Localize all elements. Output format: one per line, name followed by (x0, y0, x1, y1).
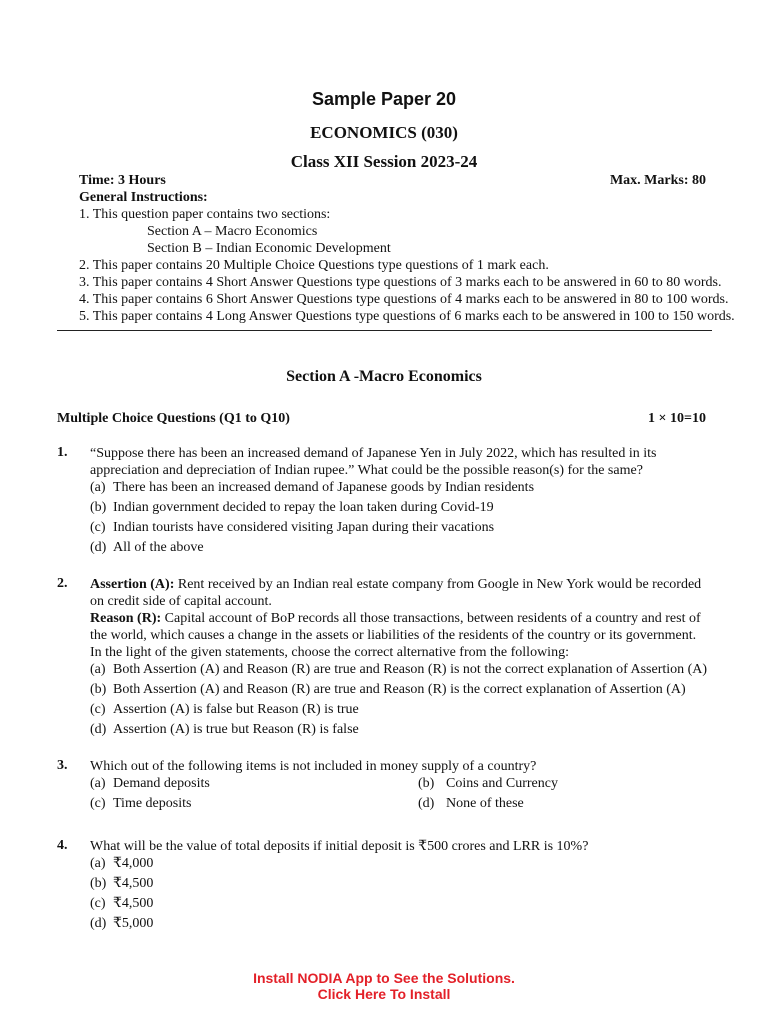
option-label: (c) (90, 702, 106, 717)
option (90, 519, 494, 536)
option (90, 499, 494, 516)
option (90, 539, 204, 556)
assertion-text (90, 576, 712, 610)
option-text: ₹5,000 (113, 916, 154, 931)
option-label: (b) (90, 876, 107, 891)
option-text: Indian government decided to repay the loan taken during Covid-19 (113, 500, 494, 515)
instruction-item: 1. This question paper contains two sections: (79, 207, 331, 222)
option-text: Coins and Currency (446, 776, 558, 791)
option-label: (a) (90, 856, 106, 871)
option-text: Indian tourists have considered visiting Japan during their vacations (113, 520, 495, 535)
option-text: ₹4,000 (113, 856, 154, 871)
option-text: Both Assertion (A) and Reason (R) are true and Reason (R) is the correct explanation of Assertion (A) (113, 682, 686, 697)
option-label: (b) (418, 776, 435, 791)
option (90, 479, 534, 496)
option-text: None of these (446, 796, 524, 811)
option-text: All of the above (113, 540, 204, 555)
instruction-item: Section B – Indian Economic Development (147, 241, 391, 256)
option-text: Demand deposits (113, 776, 210, 791)
section-title: Section A -Macro Economics (286, 368, 482, 385)
option (90, 795, 191, 812)
question-instruction: In the light of the given statements, choose the correct alternative from the following: (90, 645, 569, 660)
option-label: (d) (90, 916, 107, 931)
subject-heading: ECONOMICS (030) (310, 123, 458, 142)
option-label: (a) (90, 776, 106, 791)
max-marks: Max. Marks: 80 (609, 173, 706, 188)
option (90, 681, 686, 698)
option-text: Both Assertion (A) and Reason (R) are true and Reason (R) is not the correct explanation of Assertion (A) (113, 662, 708, 677)
install-app-link[interactable]: Install NODIA App to See the Solutions. (253, 970, 515, 986)
question-text: “Suppose there has been an increased demand of Japanese Yen in July 2022, which has resulted in its appreciation and depreciation of Indian rupee.” What could be the possible reason(s) for the same? (90, 446, 657, 478)
option (90, 775, 210, 792)
option (90, 721, 359, 738)
option-label: (d) (90, 540, 107, 555)
reason-body: Capital account of BoP records all those transactions, between residents of a country and rest of the world, which causes a change in the assets or liabilities of the residents of the country or its government. (90, 611, 701, 643)
option (90, 701, 359, 718)
install-promo (0, 970, 768, 1002)
option-label: (c) (90, 796, 106, 811)
mcq-heading: Multiple Choice Questions (Q1 to Q10) (57, 411, 290, 426)
instruction-item: 4. This paper contains 6 Short Answer Questions type questions of 4 marks each to be answered in 80 to 100 words. (79, 292, 729, 307)
question-text: Which out of the following items is not included in money supply of a country? (90, 759, 537, 774)
instruction-item: 2. This paper contains 20 Multiple Choice Questions type questions of 1 mark each. (79, 258, 549, 273)
reason-text (90, 610, 712, 644)
section-divider (57, 330, 712, 331)
click-here-install-link[interactable]: Click Here To Install (317, 986, 451, 1002)
class-session-heading: Class XII Session 2023-24 (290, 152, 478, 171)
option-label: (c) (90, 896, 106, 911)
assertion-label: Assertion (A): (90, 577, 175, 592)
question-number: 4. (57, 838, 68, 853)
question-text: What will be the value of total deposits if initial deposit is ₹500 crores and LRR is 10%? (90, 839, 589, 854)
option-label: (b) (90, 500, 107, 515)
reason-label: Reason (R): (90, 611, 162, 626)
option-label: (c) (90, 520, 106, 535)
assertion-body: Rent received by an Indian real estate company from Google in New York would be recorded on credit side of capital account. (90, 577, 702, 609)
option-label: (d) (418, 796, 435, 811)
question-number: 1. (57, 445, 68, 460)
option-label: (d) (90, 722, 107, 737)
instructions-heading: General Instructions: (79, 190, 208, 205)
option-text: There has been an increased demand of Japanese goods by Indian residents (113, 480, 535, 495)
question-number: 3. (57, 758, 68, 773)
option-label: (b) (90, 682, 107, 697)
instruction-item: 3. This paper contains 4 Short Answer Questions type questions of 3 marks each to be answered in 60 to 80 words. (79, 275, 722, 290)
option-text: ₹4,500 (113, 896, 154, 911)
option-text: Time deposits (113, 796, 192, 811)
option-label: (a) (90, 480, 106, 495)
option (90, 895, 153, 912)
option (90, 875, 153, 892)
option (418, 775, 558, 792)
option (418, 795, 524, 812)
option (90, 915, 153, 932)
mcq-marks: 1 × 10=10 (648, 411, 706, 426)
paper-title: Sample Paper 20 (311, 89, 457, 109)
time-allowed: Time: 3 Hours (79, 173, 166, 188)
option-label: (a) (90, 662, 106, 677)
instruction-item: Section A – Macro Economics (147, 224, 318, 239)
option-text: Assertion (A) is true but Reason (R) is false (113, 722, 359, 737)
option-text: ₹4,500 (113, 876, 154, 891)
option (90, 661, 707, 678)
instruction-item: 5. This paper contains 4 Long Answer Questions type questions of 6 marks each to be answered in 100 to 150 words. (79, 309, 735, 324)
question-number: 2. (57, 576, 68, 591)
option-text: Assertion (A) is false but Reason (R) is true (113, 702, 359, 717)
option (90, 855, 153, 872)
